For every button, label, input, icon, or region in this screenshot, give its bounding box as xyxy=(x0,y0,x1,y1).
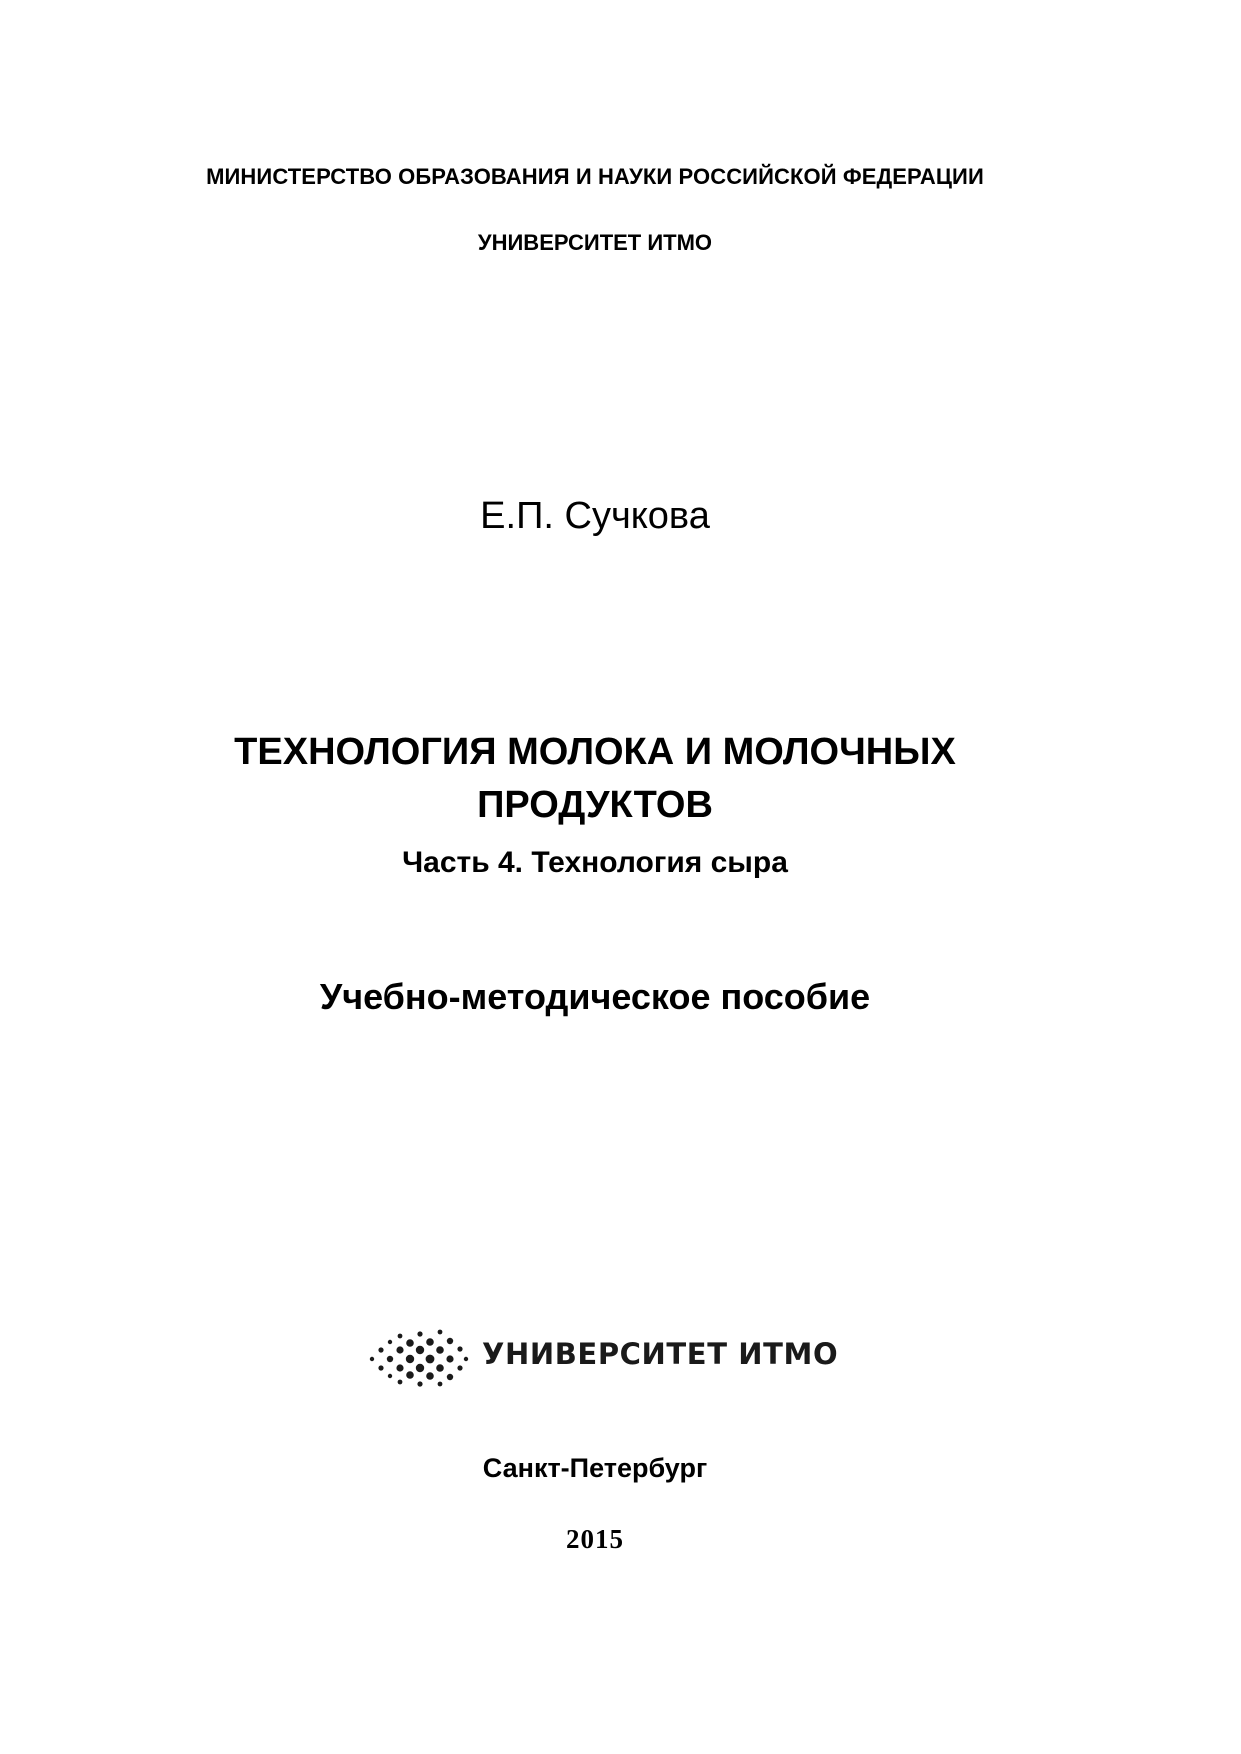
itmo-dot-logo-icon xyxy=(366,1322,470,1388)
itmo-logo-text: УНИВЕРСИТЕТ ИТМО xyxy=(482,1337,839,1371)
publication-city: Санкт-Петербург xyxy=(482,1453,708,1483)
ministry-heading: МИНИСТЕРСТВО ОБРАЗОВАНИЯ И НАУКИ РОССИЙСКОЙ ФЕДЕРАЦИИ xyxy=(206,164,984,189)
itmo-logo xyxy=(366,1322,839,1388)
document-type: Учебно-методическое пособие xyxy=(319,976,871,1017)
book-subtitle: Часть 4. Технология сыра xyxy=(402,846,788,879)
publication-year: 2015 xyxy=(566,1524,624,1554)
author-name: Е.П. Сучкова xyxy=(480,495,710,537)
university-heading: УНИВЕРСИТЕТ ИТМО xyxy=(477,230,713,255)
book-title-line-1: ТЕХНОЛОГИЯ МОЛОКА И МОЛОЧНЫХ xyxy=(234,731,956,773)
book-title-line-2: ПРОДУКТОВ xyxy=(477,784,713,826)
